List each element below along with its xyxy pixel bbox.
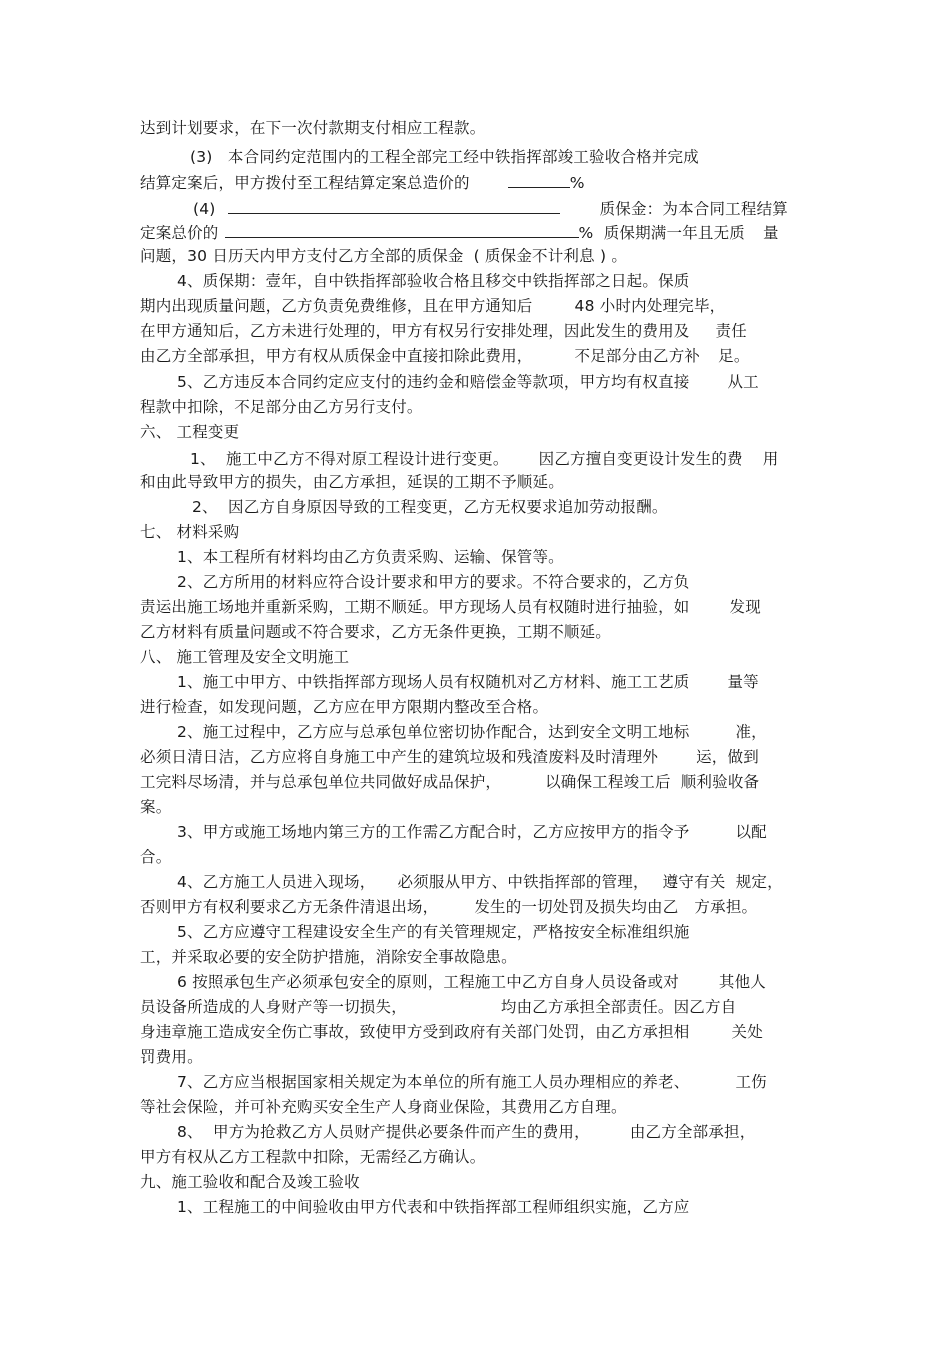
text-line: 合。 (140, 848, 172, 866)
text-line: 罚费用。 (140, 1048, 203, 1066)
text-line: 工，并采取必要的安全防护措施，消除安全事故隐患。 (140, 948, 517, 966)
text-line: 否则甲方有权利要求乙方无条件清退出场， 发生的一切处罚及损失均由乙 方承担。 (140, 898, 758, 916)
text-line: 在甲方通知后，乙方未进行处理的，甲方有权另行安排处理，因此发生的费用及 责任 (140, 322, 747, 340)
blank-underline (228, 198, 560, 214)
text-line: 和由此导致甲方的损失，由乙方承担，延误的工期不予顺延。 (140, 473, 564, 491)
text-line: 1、本工程所有材料均由乙方负责采购、运输、保管等。 (177, 548, 564, 566)
text-line: 乙方材料有质量问题或不符合要求，乙方无条件更换，工期不顺延。 (140, 623, 612, 641)
text-line: 进行检查，如发现问题，乙方应在甲方限期内整改至合格。 (140, 698, 549, 716)
text-line: 6 按照承包生产必须承包安全的原则，工程施工中乙方自身人员设备或对 其他人 (177, 973, 767, 991)
text-line: 达到计划要求，在下一次付款期支付相应工程款。 (140, 119, 486, 137)
text-line: 4、质保期：壹年，自中铁指挥部验收合格且移交中铁指挥部之日起。保质 (177, 272, 690, 290)
blank-underline (225, 222, 579, 238)
text-line: 等社会保险，并可补充购买安全生产人身商业保险，其费用乙方自理。 (140, 1098, 627, 1116)
blank-underline (508, 172, 570, 188)
text-line: 3、甲方或施工场地内第三方的工作需乙方配合时，乙方应按甲方的指令予 以配 (177, 823, 767, 841)
text-line: 结算定案后，甲方拨付至工程结算定案总造价的 % (140, 174, 585, 192)
text-line: 身违章施工造成安全伤亡事故，致使甲方受到政府有关部门处罚，由乙方承担相 关处 (140, 1023, 763, 1041)
text-line: 2、施工过程中，乙方应与总承包单位密切协作配合，达到安全文明工地标 准， (177, 723, 767, 741)
section-heading: 九、施工验收和配合及竣工验收 (140, 1173, 360, 1191)
text-line: 4、乙方施工人员进入现场， 必须服从甲方、中铁指挥部的管理， 遵守有关 规定， (177, 873, 783, 891)
text-line: 责运出施工场地并重新采购，工期不顺延。甲方现场人员有权随时进行抽验，如 发现 (140, 598, 761, 616)
text-line: 案。 (140, 798, 172, 816)
text-line: 定案总价的 % 质保期满一年且无质 量 (140, 224, 779, 242)
text-line: 问题，30 日历天内甲方支付乙方全部的质保金 ( 质保金不计利息 ) 。 (140, 247, 628, 265)
text-line: 1、 施工中乙方不得对原工程设计进行变更。 因乙方擅自变更设计发生的费 用 (190, 450, 779, 468)
text-line: 2、乙方所用的材料应符合设计要求和甲方的要求。不符合要求的，乙方负 (177, 573, 690, 591)
text-line: 员设备所造成的人身财产等一切损失， 均由乙方承担全部责任。因乙方自 (140, 998, 737, 1016)
text-line: 5、乙方应遵守工程建设安全生产的有关管理规定，严格按安全标准组织施 (177, 923, 690, 941)
section-heading: 七、 材料采购 (140, 523, 240, 541)
text-line: 2、 因乙方自身原因导致的工程变更，乙方无权要求追加劳动报酬。 (192, 498, 668, 516)
text-line: 工完料尽场清，并与总承包单位共同做好成品保护， 以确保工程竣工后 顺利验收备 (140, 773, 760, 791)
text-line: (4) 质保金：为本合同工程结算 (193, 200, 788, 218)
text-line: 程款中扣除，不足部分由乙方另行支付。 (140, 398, 423, 416)
text-line: 8、 甲方为抢救乙方人员财产提供必要条件而产生的费用， 由乙方全部承担， (177, 1123, 756, 1141)
text-line: 必须日清日洁，乙方应将自身施工中产生的建筑垃圾和残渣废料及时清理外 运，做到 (140, 748, 759, 766)
text-line: 1、施工中甲方、中铁指挥部方现场人员有权随机对乙方材料、施工工艺质 量等 (177, 673, 759, 691)
text-line: (3) 本合同约定范围内的工程全部完工经中铁指挥部竣工验收合格并完成 (190, 148, 699, 166)
text-line: 5、乙方违反本合同约定应支付的违约金和赔偿金等款项，甲方均有权直接 从工 (177, 373, 759, 391)
text-line: 7、乙方应当根据国家相关规定为本单位的所有施工人员办理相应的养老、 工伤 (177, 1073, 767, 1091)
text-line: 期内出现质量问题，乙方负责免费维修，且在甲方通知后 48 小时内处理完毕， (140, 297, 726, 315)
section-heading: 六、 工程变更 (140, 423, 240, 441)
text-line: 1、工程施工的中间验收由甲方代表和中铁指挥部工程师组织实施，乙方应 (177, 1198, 690, 1216)
text-line: 由乙方全部承担，甲方有权从质保金中直接扣除此费用， 不足部分由乙方补 足。 (140, 347, 750, 365)
section-heading: 八、 施工管理及安全文明施工 (140, 648, 350, 666)
text-line: 甲方有权从乙方工程款中扣除，无需经乙方确认。 (140, 1148, 486, 1166)
